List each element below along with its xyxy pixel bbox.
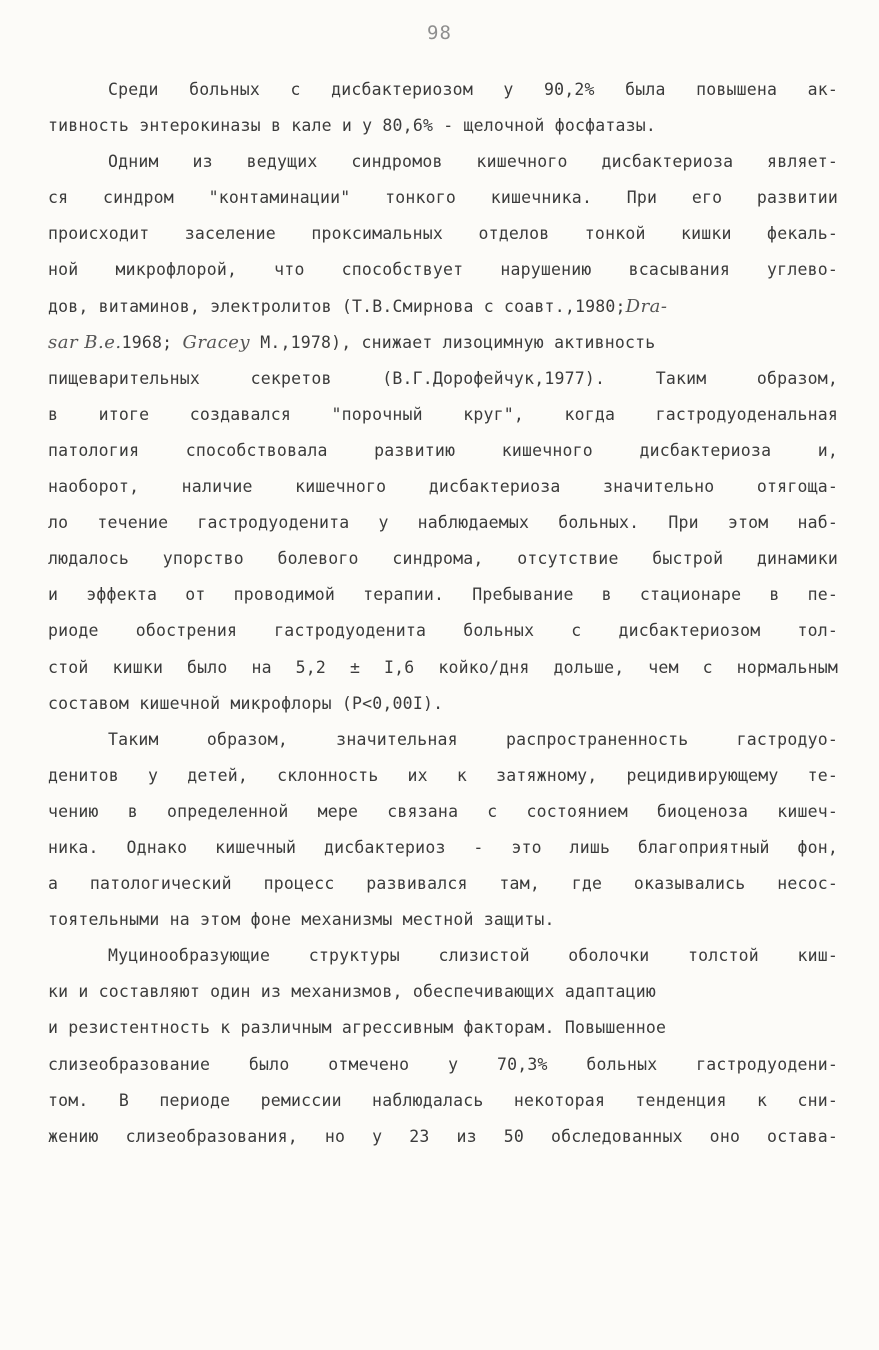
text-line: наоборот, наличие кишечного дисбактериоза значительно отягоща- bbox=[48, 477, 838, 497]
text-line: патология способствовала развитию кишечного дисбактериоза и, bbox=[48, 440, 838, 460]
text-line: и эффекта от проводимой терапии. Пребывание в стационаре в пе- bbox=[48, 585, 838, 605]
text-line: ки и составляют один из механизмов, обеспечивающих адаптацию bbox=[48, 982, 657, 1002]
text-line: в итоге создавался "порочный круг", когда гастродуоденальная bbox=[48, 404, 838, 424]
text-line: Одним из ведущих синдромов кишечного дисбактериоза являет- bbox=[108, 152, 838, 172]
text-line-segment: M.,1978), снижает лизоцимную активность bbox=[250, 332, 656, 352]
text-line: чению в определенной мере связана с состоянием биоценоза кишеч- bbox=[48, 801, 838, 821]
text-line: и резистентность к различным агрессивным факторам. Повышенное bbox=[48, 1018, 667, 1038]
text-line: а патологический процесс развивался там, где оказывались несос- bbox=[48, 874, 838, 894]
text-line: риоде обострения гастродуоденита больных с дисбактериозом тол- bbox=[48, 621, 838, 641]
text-line: составом кишечной микрофлоры (Р<0,00I). bbox=[48, 693, 444, 713]
text-line: ника. Однако кишечный дисбактериоз - это лишь благоприятный фон, bbox=[48, 837, 838, 857]
text-line-with-handwriting bbox=[48, 289, 838, 325]
text-line: том. В периоде ремиссии наблюдалась некоторая тенденция к сни- bbox=[48, 1090, 838, 1110]
handwritten-annotation: Gracey bbox=[182, 331, 251, 353]
text-line: пищеварительных секретов (В.Г.Дорофейчук,1977). Таким образом, bbox=[48, 368, 838, 388]
body-text bbox=[48, 72, 838, 1155]
text-line-segment: дов, витаминов, электролитов (Т.В.Смирнова с соавт.,1980; bbox=[48, 296, 626, 316]
text-line: людалось упорство болевого синдрома, отсутствие быстрой динамики bbox=[48, 549, 838, 569]
text-line: тивность энтерокиназы в кале и у 80,6% - щелочной фосфатазы. bbox=[48, 116, 657, 136]
text-line: стой кишки было на 5,2 ± I,6 койко/дня дольше, чем с нормальным bbox=[48, 657, 838, 677]
text-line: тоятельными на этом фоне механизмы местной защиты. bbox=[48, 910, 555, 930]
text-line: Таким образом, значительная распространенность гастродуо- bbox=[108, 729, 838, 749]
text-line: слизеобразование было отмечено у 70,3% больных гастродуодени- bbox=[48, 1054, 838, 1074]
handwritten-annotation: Dra- bbox=[625, 295, 668, 317]
text-line-segment: 1968; bbox=[121, 332, 183, 352]
text-line: происходит заселение проксимальных отделов тонкой кишки фекаль- bbox=[48, 224, 838, 244]
text-line: ной микрофлорой, что способствует нарушению всасывания углево- bbox=[48, 260, 838, 280]
page-number: 98 bbox=[427, 22, 452, 44]
text-line-with-handwriting bbox=[48, 325, 838, 361]
text-line: Среди больных с дисбактериозом у 90,2% была повышена ак- bbox=[108, 80, 838, 99]
text-line: ло течение гастродуоденита у наблюдаемых больных. При этом наб- bbox=[48, 513, 838, 533]
text-line: жению слизеобразования, но у 23 из 50 обследованных оно остава- bbox=[48, 1126, 838, 1146]
handwritten-annotation: sar B.e. bbox=[48, 331, 122, 353]
text-line: Муцинообразующие структуры слизистой оболочки толстой киш- bbox=[108, 946, 838, 966]
text-line: ся синдром "контаминации" тонкого кишечника. При его развитии bbox=[48, 188, 838, 208]
text-line: денитов у детей, склонность их к затяжному, рецидивирующему те- bbox=[48, 765, 838, 785]
